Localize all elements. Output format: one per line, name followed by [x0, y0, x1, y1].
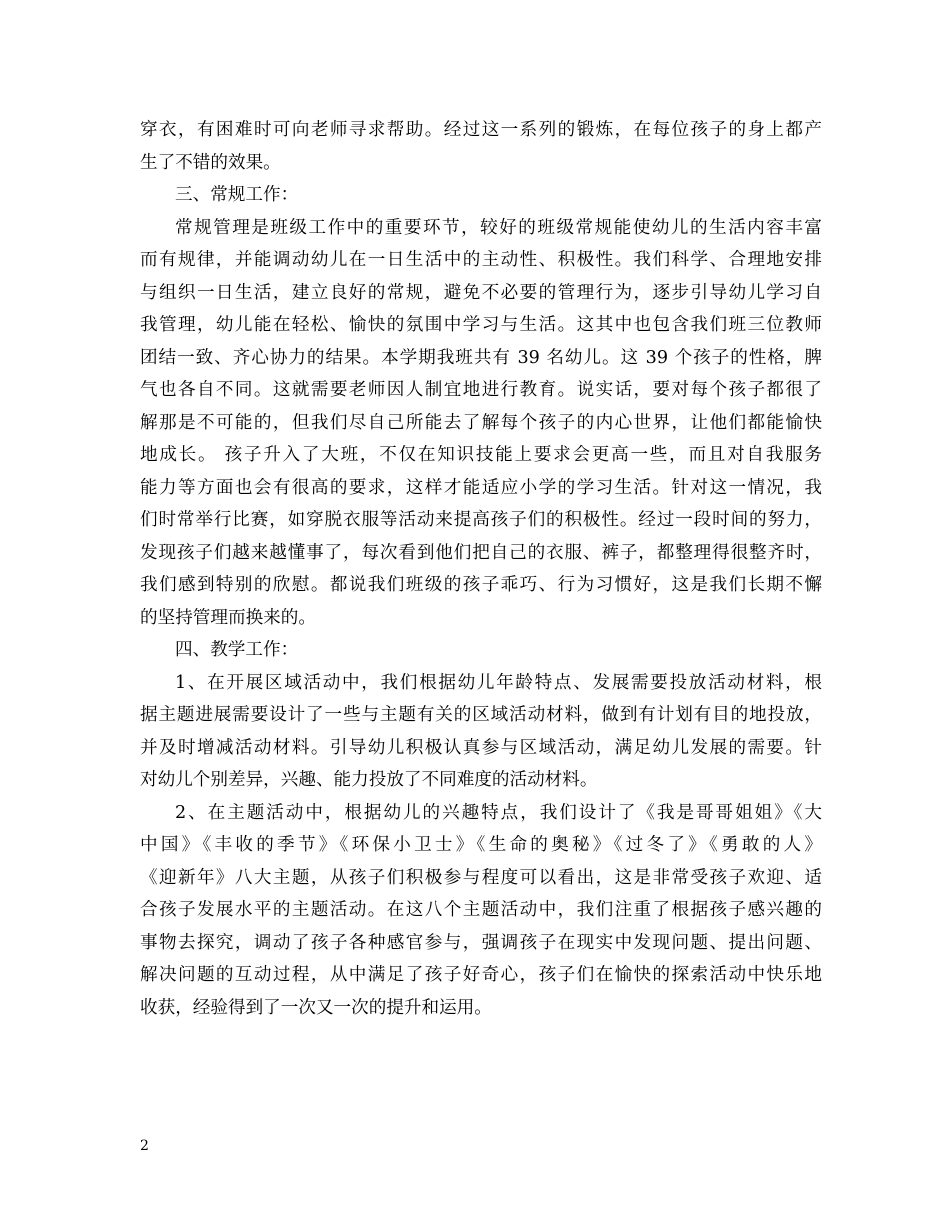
text-line: 发现孩子们越来越懂事了，每次看到他们把自己的衣服、裤子，都整理得很整齐时，: [140, 542, 822, 563]
text-line: 的坚持管理而换来的。: [140, 607, 316, 628]
text-line: 收获，经验得到了一次又一次的提升和运用。: [140, 997, 492, 1018]
text-line: 生了不错的效果。: [140, 152, 281, 173]
text-line: 地成长。 孩子升入了大班，不仅在知识技能上要求会更高一些，而且对自我服务: [140, 445, 822, 465]
text-line: 《迎新年》八大主题，从孩子们积极参与程度可以看出，这是非常受孩子欢迎、适: [140, 867, 822, 888]
text-line: 我管理，幼儿能在轻松、愉快的氛围中学习与生活。这其中也包含我们班三位教师: [140, 315, 822, 335]
text-line: 据主题进展需要设计了一些与主题有关的区域活动材料，做到有计划有目的地投放，: [140, 705, 822, 725]
document-body: [140, 114, 822, 1024]
page-number: 2: [140, 1138, 149, 1154]
text-line: 合孩子发展水平的主题活动。在这八个主题活动中，我们注重了根据孩子感兴趣的: [140, 900, 822, 920]
text-line: 解那是不可能的，但我们尽自己所能去了解每个孩子的内心世界，让他们都能愉快: [140, 412, 822, 433]
text-line: 气也各自不同。这就需要老师因人制宜地进行教育。说实话，要对每个孩子都很了: [140, 380, 822, 400]
text-line: 团结一致、齐心协力的结果。本学期我班共有 39 名幼儿。这 39 个孩子的性格，脾: [140, 347, 822, 368]
section-heading: 三、常规工作：: [175, 185, 299, 205]
text-line: 能力等方面也会有很高的要求，这样才能适应小学的学习生活。针对这一情况，我: [140, 477, 822, 498]
text-line: 并及时增减活动材料。引导幼儿积极认真参与区域活动，满足幼儿发展的需要。针: [140, 737, 822, 758]
text-line: 对幼儿个别差异，兴趣、能力投放了不同难度的活动材料。: [140, 770, 598, 790]
text-line: 2、在主题活动中，根据幼儿的兴趣特点，我们设计了《我是哥哥姐姐》《大: [175, 802, 822, 823]
text-line: 1、在开展区域活动中，我们根据幼儿年龄特点、发展需要投放活动材料，根: [175, 672, 822, 693]
text-line: 穿衣，有困难时可向老师寻求帮助。经过这一系列的锻炼，在每位孩子的身上都产: [140, 120, 822, 140]
text-line: 而有规律，并能调动幼儿在一日生活中的主动性、积极性。我们科学、合理地安排: [140, 250, 822, 270]
text-line: 中国》《丰收的季节》《环保小卫士》《生命的奥秘》《过冬了》《勇敢的人》: [140, 835, 822, 855]
text-line: 们时常举行比赛，如穿脱衣服等活动来提高孩子们的积极性。经过一段时间的努力，: [140, 510, 822, 530]
section-heading: 四、教学工作：: [175, 640, 299, 660]
text-line: 解决问题的互动过程，从中满足了孩子好奇心，孩子们在愉快的探索活动中快乐地: [140, 965, 822, 985]
text-line: 我们感到特别的欣慰。都说我们班级的孩子乖巧、行为习惯好，这是我们长期不懈: [140, 575, 822, 595]
text-line: 事物去探究，调动了孩子各种感官参与，强调孩子在现实中发现问题、提出问题、: [140, 932, 822, 953]
text-line: 常规管理是班级工作中的重要环节，较好的班级常规能使幼儿的生活内容丰富: [175, 217, 822, 238]
text-line: 与组织一日生活，建立良好的常规，避免不必要的管理行为，逐步引导幼儿学习自: [140, 282, 822, 303]
